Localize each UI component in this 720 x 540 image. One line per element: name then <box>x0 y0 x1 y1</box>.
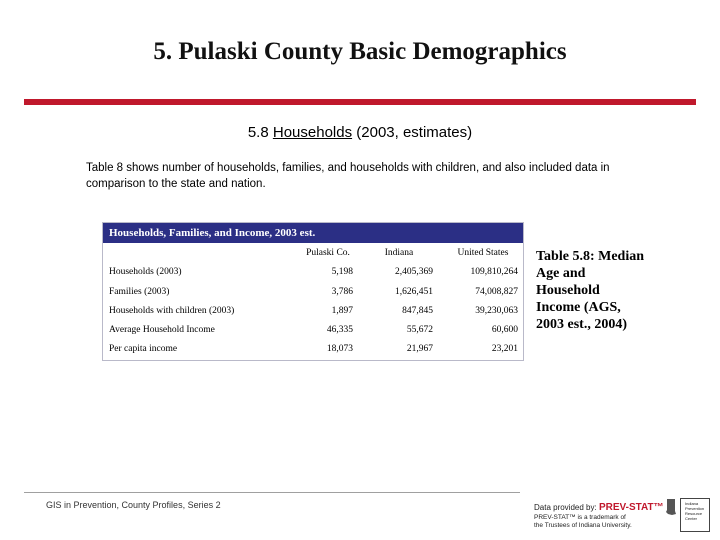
column-header: United States <box>457 248 509 258</box>
table-cell: 1,897 <box>331 306 353 316</box>
table-cell: 1,626,451 <box>395 287 433 297</box>
brand-name: PREV-STAT™ <box>598 502 664 513</box>
table-cell: 74,008,827 <box>475 287 518 297</box>
trademark-line: PREV-STAT™ is a trademark of <box>534 514 626 521</box>
table-cell: 46,335 <box>326 325 353 335</box>
table-row <box>103 302 523 321</box>
provided-by-line <box>534 502 664 513</box>
title-divider <box>24 99 696 105</box>
table-cell: 23,201 <box>491 344 518 354</box>
table-cell: 5,198 <box>331 267 353 277</box>
subtitle-prefix: 5.8 <box>247 124 273 141</box>
footer-text: GIS in Prevention, County Profiles, Series 2 <box>46 500 221 510</box>
trademark-line: the Trustees of Indiana University. <box>534 522 632 529</box>
table-row <box>103 263 523 282</box>
indiana-map-icon <box>664 498 678 516</box>
prev-stat-logo <box>534 496 714 534</box>
table-row <box>103 283 523 302</box>
table-row <box>103 321 523 340</box>
table-cell: 39,230,063 <box>475 306 518 316</box>
ipr-center-badge: Indiana Prevention Resource Center <box>680 498 710 532</box>
table-heading: Households, Families, and Income, 2003 est. <box>103 223 523 243</box>
description-text: Table 8 shows number of households, families, and households with children, and also included data in comparison to the state and nation. <box>86 162 610 190</box>
subtitle-suffix: (2003, estimates) <box>352 124 473 141</box>
page-title: 5. Pulaski County Basic Demographics <box>153 38 567 65</box>
column-header: Indiana <box>384 248 414 258</box>
demographics-table <box>102 222 524 361</box>
section-subtitle <box>0 124 720 141</box>
row-label: Average Household Income <box>109 325 215 335</box>
row-label: Per capita income <box>109 344 178 354</box>
row-label: Families (2003) <box>109 287 170 297</box>
table-cell: 21,967 <box>406 344 433 354</box>
trademark-notice <box>534 514 632 530</box>
table-caption: Table 5.8: Median Age and Household Income (AGS, 2003 est., 2004) <box>536 249 644 332</box>
table-cell: 18,073 <box>326 344 353 354</box>
table-cell: 2,405,369 <box>395 267 433 277</box>
table-row <box>103 340 523 359</box>
subtitle-underlined: Households <box>272 124 353 141</box>
table-cell: 55,672 <box>406 325 433 335</box>
footer-divider <box>24 492 520 493</box>
row-label: Households (2003) <box>109 267 182 277</box>
table-cell: 60,600 <box>491 325 518 335</box>
table-header-row <box>103 244 523 263</box>
provided-by-label: Data provided by: <box>534 503 599 512</box>
column-header: Pulaski Co. <box>306 248 350 258</box>
table-cell: 3,786 <box>331 287 353 297</box>
row-label: Households with children (2003) <box>109 306 235 316</box>
table-cell: 847,845 <box>402 306 433 316</box>
table-cell: 109,810,264 <box>470 267 518 277</box>
